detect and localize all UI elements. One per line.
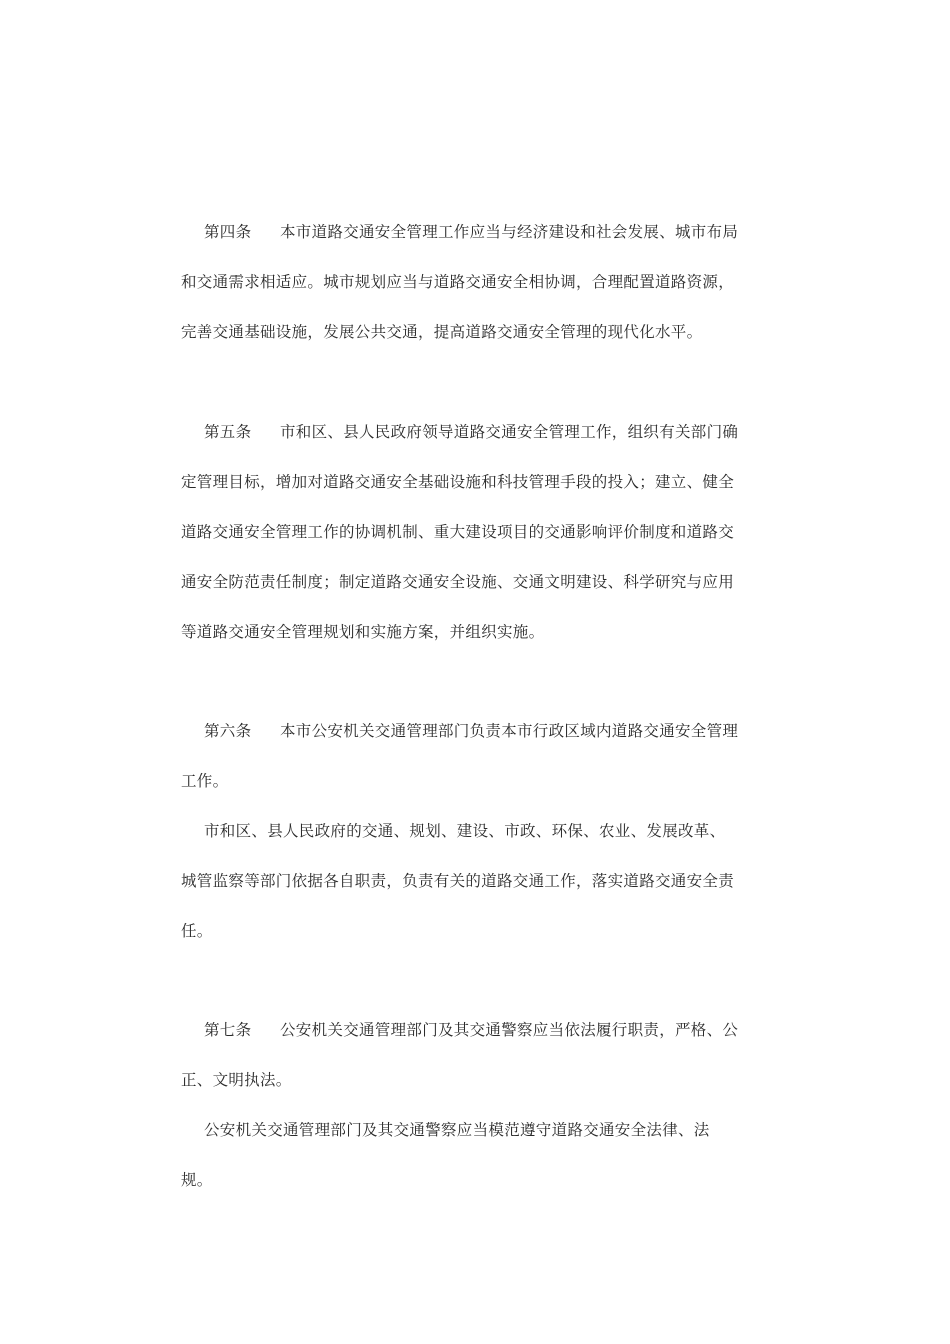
article-4-label: 第四条 bbox=[204, 223, 252, 241]
article-7-line-1: 第七条 公安机关交通管理部门及其交通警察应当依法履行职责，严格、公 bbox=[204, 1021, 739, 1039]
article-5-line-5: 等道路交通安全管理规划和实施方案，并组织实施。 bbox=[181, 623, 545, 641]
article-5-line-4: 通安全防范责任制度；制定道路交通安全设施、交通文明建设、科学研究与应用 bbox=[181, 573, 735, 591]
article-6-line-4: 城管监察等部门依据各自职责，负责有关的道路交通工作，落实道路交通安全责 bbox=[181, 872, 735, 890]
article-4-line-3: 完善交通基础设施，发展公共交通，提高道路交通安全管理的现代化水平。 bbox=[181, 323, 703, 341]
article-6-line-2: 工作。 bbox=[181, 772, 229, 790]
article-6-line-1: 第六条 本市公安机关交通管理部门负责本市行政区域内道路交通安全管理 bbox=[204, 722, 739, 740]
article-4-line-1: 第四条 本市道路交通安全管理工作应当与经济建设和社会发展、城市布局 bbox=[204, 223, 739, 241]
article-5-line-2: 定管理目标，增加对道路交通安全基础设施和科技管理手段的投入；建立、健全 bbox=[181, 473, 735, 491]
article-7-line-4: 规。 bbox=[181, 1171, 213, 1189]
article-7-line-3: 公安机关交通管理部门及其交通警察应当模范遵守道路交通安全法律、法 bbox=[204, 1121, 710, 1139]
article-6-label: 第六条 bbox=[204, 722, 252, 740]
article-4-line-2: 和交通需求相适应。城市规划应当与道路交通安全相协调，合理配置道路资源， bbox=[181, 273, 735, 291]
article-5-line-3: 道路交通安全管理工作的协调机制、重大建设项目的交通影响评价制度和道路交 bbox=[181, 523, 735, 541]
article-6-line-3: 市和区、县人民政府的交通、规划、建设、市政、环保、农业、发展改革、 bbox=[204, 822, 726, 840]
article-7-line-2: 正、文明执法。 bbox=[181, 1071, 292, 1089]
article-5-label: 第五条 bbox=[204, 423, 252, 441]
article-5-line-1: 第五条 市和区、县人民政府领导道路交通安全管理工作，组织有关部门确 bbox=[204, 423, 739, 441]
article-7-label: 第七条 bbox=[204, 1021, 252, 1039]
article-6-line-5: 任。 bbox=[181, 922, 213, 940]
